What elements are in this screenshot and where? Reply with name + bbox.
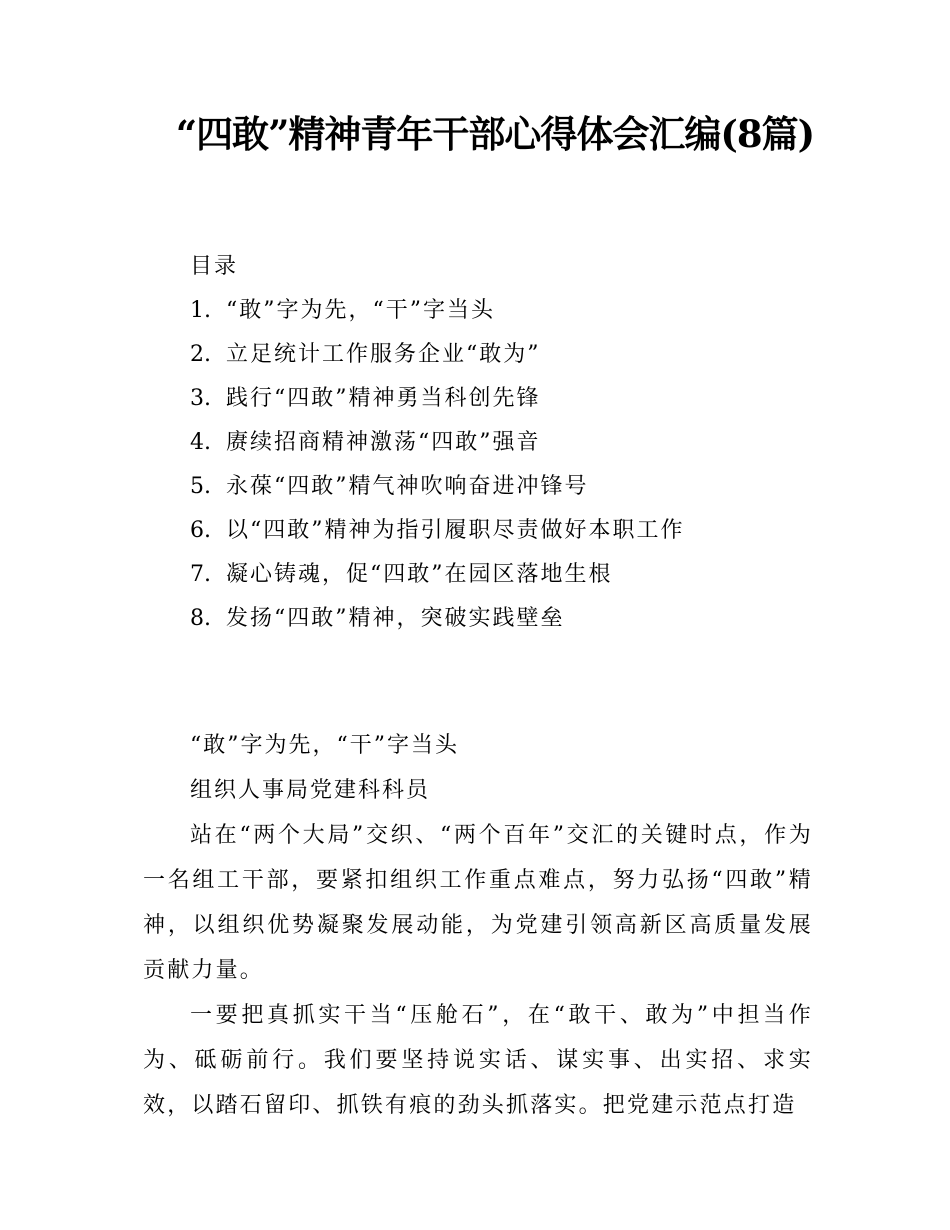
toc-item-label: 永葆“四敢”精气神吹响奋进冲锋号 — [226, 474, 589, 499]
toc-item — [190, 509, 685, 553]
article-author: 组织人事局党建科科员 — [190, 778, 431, 803]
toc-item-number: 8. — [190, 606, 211, 631]
article-paragraph: 一要把真抓实干当“压舱石”，在“敢干、敢为”中担当作为、砥砺前行。我们要坚持说实话、谋实事、出实招、求实效，以踏石留印、抓铁有痕的劲头抓落实。把党建示范点打造 — [143, 1003, 813, 1118]
toc-item — [190, 289, 685, 333]
toc-item-label: 发扬“四敢”精神，突破实践壁垒 — [226, 606, 565, 631]
toc-item-number: 3. — [190, 386, 211, 411]
toc-item-number: 2. — [190, 342, 211, 367]
toc-item-label: “敢”字为先，“干”字当头 — [226, 298, 495, 323]
toc-item — [190, 377, 685, 421]
toc-item-number: 1. — [190, 298, 211, 323]
toc-item — [190, 333, 685, 377]
toc-item-number: 5. — [190, 474, 211, 499]
toc-item-number: 6. — [190, 518, 211, 543]
document-title: “四敢”精神青年干部心得体会汇编(8篇) — [175, 112, 815, 156]
toc-item — [190, 421, 685, 465]
toc-heading: 目录 — [190, 254, 239, 279]
toc-item-label: 立足统计工作服务企业“敢为” — [226, 342, 541, 367]
article-paragraph: 站在“两个大局”交织、“两个百年”交汇的关键时点，作为一名组工干部，要紧扣组织工作重点难点，努力弘扬“四敢”精神，以组织优势凝聚发展动能，为党建引领高新区高质量发展贡献力量。 — [143, 823, 813, 983]
toc-list — [190, 289, 685, 641]
toc-item-number: 4. — [190, 430, 211, 455]
toc-item — [190, 597, 685, 641]
toc-item — [190, 465, 685, 509]
toc-item-label: 凝心铸魂，促“四敢”在园区落地生根 — [226, 562, 613, 587]
toc-item-label: 践行“四敢”精神勇当科创先锋 — [226, 386, 541, 411]
toc-item-label: 以“四敢”精神为指引履职尽责做好本职工作 — [226, 518, 685, 543]
article-body — [143, 723, 813, 1128]
toc-item — [190, 553, 685, 597]
table-of-contents — [190, 245, 685, 641]
toc-item-number: 7. — [190, 562, 211, 587]
toc-item-label: 赓续招商精神激荡“四敢”强音 — [226, 430, 541, 455]
article-heading: “敢”字为先，“干”字当头 — [190, 733, 459, 758]
